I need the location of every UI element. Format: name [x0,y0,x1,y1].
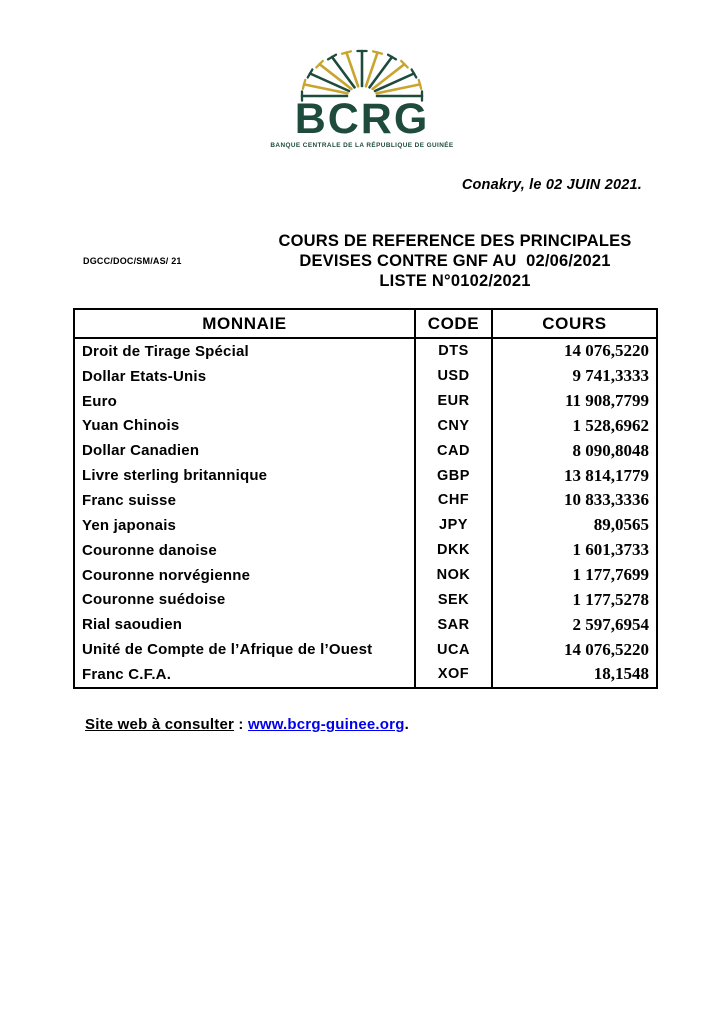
title-line-3: LISTE N°0102/2021 [379,272,531,290]
currency-name: Dollar Etats-Unis [82,367,207,385]
currency-code: CHF [415,488,492,513]
title-line-1: COURS DE REFERENCE DES PRINCIPALES [278,232,632,250]
logo-rays-icon [296,42,428,102]
table-row [74,364,657,389]
currency-rate: 14 076,5220 [564,639,649,659]
currency-name: Unité de Compte de l’Afrique de l’Ouest [82,641,373,659]
table-row [74,513,657,538]
bcrg-logo [0,42,724,149]
currency-rate: 1 177,7699 [572,565,649,585]
currency-code: CAD [415,438,492,463]
table-row [74,438,657,463]
table-header-row [74,309,657,338]
table-row [74,389,657,414]
currency-code: GBP [415,463,492,488]
currency-name: Dollar Canadien [82,442,200,460]
dateline: Conakry, le 02 JUIN 2021. [461,177,642,193]
currency-name: Rial saoudien [82,616,183,634]
table-row [74,414,657,439]
currency-name: Livre sterling britannique [82,467,268,485]
currency-rate: 2 597,6954 [572,614,649,634]
currency-code: CNY [415,414,492,439]
currency-name: Franc C.F.A. [82,665,172,683]
currency-code: SAR [415,612,492,637]
currency-rate: 1 601,3733 [572,540,649,560]
website-note [85,716,409,733]
table-row [74,463,657,488]
currency-name: Droit de Tirage Spécial [82,342,249,360]
currency-name: Couronne suédoise [82,591,226,609]
col-header-monnaie: MONNAIE [74,309,415,338]
currency-code: DTS [415,338,492,364]
table-row [74,662,657,688]
currency-code: EUR [415,389,492,414]
page-title [230,231,680,291]
website-note-separator: : [234,716,248,733]
currency-rate: 1 177,5278 [572,589,649,609]
currency-code: JPY [415,513,492,538]
website-note-period: . [404,716,409,733]
currency-rate: 89,0565 [593,515,649,535]
currency-name: Yen japonais [82,516,177,534]
col-header-cours: COURS [492,309,657,338]
currency-rate: 18,1548 [593,664,649,684]
currency-rate: 9 741,3333 [572,366,649,386]
currency-code: SEK [415,587,492,612]
currency-rate: 8 090,8048 [572,440,649,460]
rates-table-body [74,338,657,688]
table-row [74,563,657,588]
table-row [74,538,657,563]
currency-code: UCA [415,637,492,662]
currency-code: XOF [415,662,492,688]
reference-code: DGCC/DOC/SM/AS/ 21 [83,256,182,266]
currency-code: NOK [415,563,492,588]
table-row [74,587,657,612]
currency-name: Euro [82,392,117,410]
currency-rate: 11 908,7799 [564,391,649,411]
col-header-code: CODE [415,309,492,338]
table-row [74,338,657,364]
currency-code: USD [415,364,492,389]
currency-name: Yuan Chinois [82,417,180,435]
currency-rate: 14 076,5220 [564,341,649,361]
rates-table [73,308,658,689]
currency-rate: 10 833,3336 [564,490,649,510]
currency-name: Franc suisse [82,491,177,509]
table-row [74,637,657,662]
currency-rate: 13 814,1779 [564,465,649,485]
table-row [74,612,657,637]
logo-caption: BANQUE CENTRALE DE LA RÉPUBLIQUE DE GUINÉE [270,142,454,149]
currency-code: DKK [415,538,492,563]
currency-name: Couronne danoise [82,541,217,559]
website-note-label: Site web à consulter [85,716,235,733]
logo-acronym: BCRG [294,95,430,143]
website-link[interactable]: www.bcrg-guinee.org [247,716,405,733]
currency-name: Couronne norvégienne [82,566,251,584]
table-row [74,488,657,513]
currency-rate: 1 528,6962 [572,415,649,435]
title-line-2: DEVISES CONTRE GNF AU 02/06/2021 [299,252,611,270]
